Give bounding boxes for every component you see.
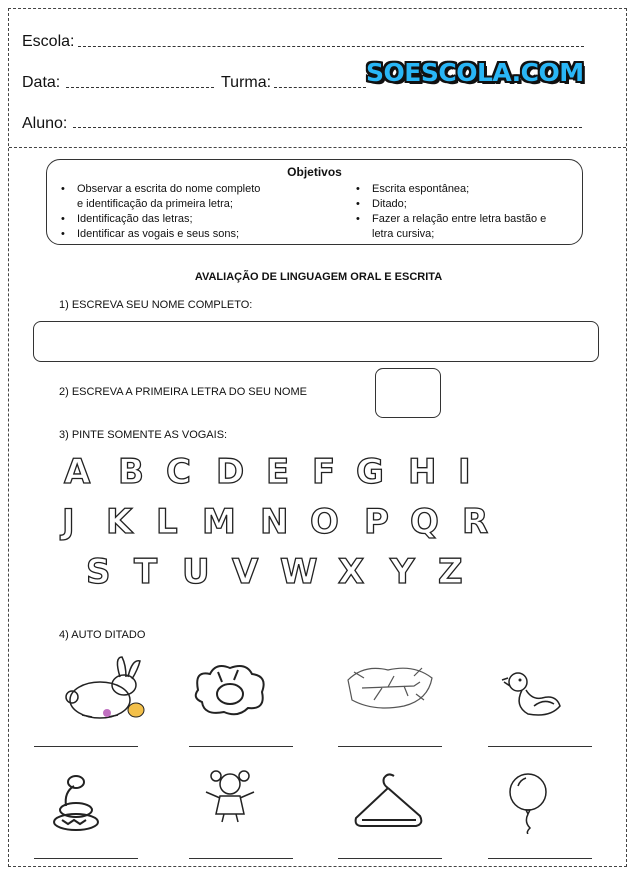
date-label: Data:: [22, 74, 61, 91]
objective-item: • Observar a escrita do nome completo: [61, 183, 261, 195]
answer-line[interactable]: [189, 858, 293, 859]
duck-picture: [500, 668, 566, 722]
letter-T[interactable]: T: [134, 552, 158, 592]
letter-N[interactable]: N: [260, 502, 289, 542]
letter-V[interactable]: V: [232, 552, 259, 592]
letter-E[interactable]: E: [266, 452, 290, 492]
header-separator: [9, 147, 626, 148]
date-field[interactable]: [66, 87, 214, 88]
letter-H[interactable]: H: [408, 452, 437, 492]
letter-G[interactable]: G: [356, 452, 384, 492]
letter-M[interactable]: M: [202, 502, 236, 542]
class-label: Turma:: [221, 74, 272, 91]
airplane-picture: [344, 660, 436, 714]
objective-item-continued: e identificação da primeira letra;: [77, 198, 233, 210]
student-field[interactable]: [73, 127, 582, 128]
objective-item: • Identificação das letras;: [61, 213, 193, 225]
answer-line[interactable]: [488, 746, 592, 747]
balloon-picture: [504, 772, 552, 834]
letter-K[interactable]: K: [106, 502, 133, 542]
letter-Z[interactable]: Z: [438, 552, 463, 592]
letter-J[interactable]: J: [62, 502, 75, 542]
objective-item-continued: letra cursiva;: [372, 228, 435, 240]
letter-C[interactable]: C: [166, 452, 191, 492]
section-title: AVALIAÇÃO DE LINGUAGEM ORAL E ESCRITA: [194, 271, 443, 283]
question-3: 3) PINTE SOMENTE AS VOGAIS:: [59, 429, 228, 441]
answer-line[interactable]: [34, 858, 138, 859]
objective-item: • Identificar as vogais e seus sons;: [61, 228, 240, 240]
egg-picture: [192, 660, 270, 720]
letter-S[interactable]: S: [86, 552, 111, 592]
snake-picture: [48, 772, 104, 834]
objectives-title: Objetivos: [287, 165, 342, 179]
objective-item: • Escrita espontânea;: [356, 183, 470, 195]
letter-B[interactable]: B: [118, 452, 144, 492]
question-4: 4) AUTO DITADO: [59, 629, 146, 641]
letter-R[interactable]: R: [462, 502, 489, 542]
school-field[interactable]: [78, 46, 584, 47]
class-field[interactable]: [274, 87, 366, 88]
letter-D[interactable]: D: [216, 452, 245, 492]
letter-Q[interactable]: Q: [410, 502, 439, 542]
doll-picture: [202, 768, 258, 824]
answer-line[interactable]: [488, 858, 592, 859]
question-1: 1) ESCREVA SEU NOME COMPLETO:: [59, 299, 253, 311]
first-letter-input-box[interactable]: [375, 368, 441, 418]
answer-line[interactable]: [338, 746, 442, 747]
letter-W[interactable]: W: [280, 552, 318, 592]
letter-F[interactable]: F: [312, 452, 336, 492]
answer-line[interactable]: [338, 858, 442, 859]
rabbit-picture: [52, 655, 152, 725]
question-2: 2) ESCREVA A PRIMEIRA LETRA DO SEU NOME: [59, 386, 307, 398]
hanger-picture: [352, 770, 426, 832]
site-logo: SOESCOLA.COM: [366, 58, 584, 87]
answer-line[interactable]: [34, 746, 138, 747]
answer-line[interactable]: [189, 746, 293, 747]
letter-I[interactable]: I: [458, 452, 471, 492]
letter-X[interactable]: X: [338, 552, 365, 592]
school-label: Escola:: [22, 33, 75, 50]
letter-A[interactable]: A: [64, 452, 91, 492]
letter-Y[interactable]: Y: [390, 552, 415, 592]
objective-item: • Ditado;: [356, 198, 407, 210]
objective-item: • Fazer a relação entre letra bastão e: [356, 213, 547, 225]
student-label: Aluno:: [22, 115, 68, 132]
letter-P[interactable]: P: [364, 502, 389, 542]
letter-L[interactable]: L: [156, 502, 178, 542]
letter-U[interactable]: U: [182, 552, 210, 592]
full-name-input-box[interactable]: [33, 321, 599, 362]
letter-O[interactable]: O: [310, 502, 339, 542]
